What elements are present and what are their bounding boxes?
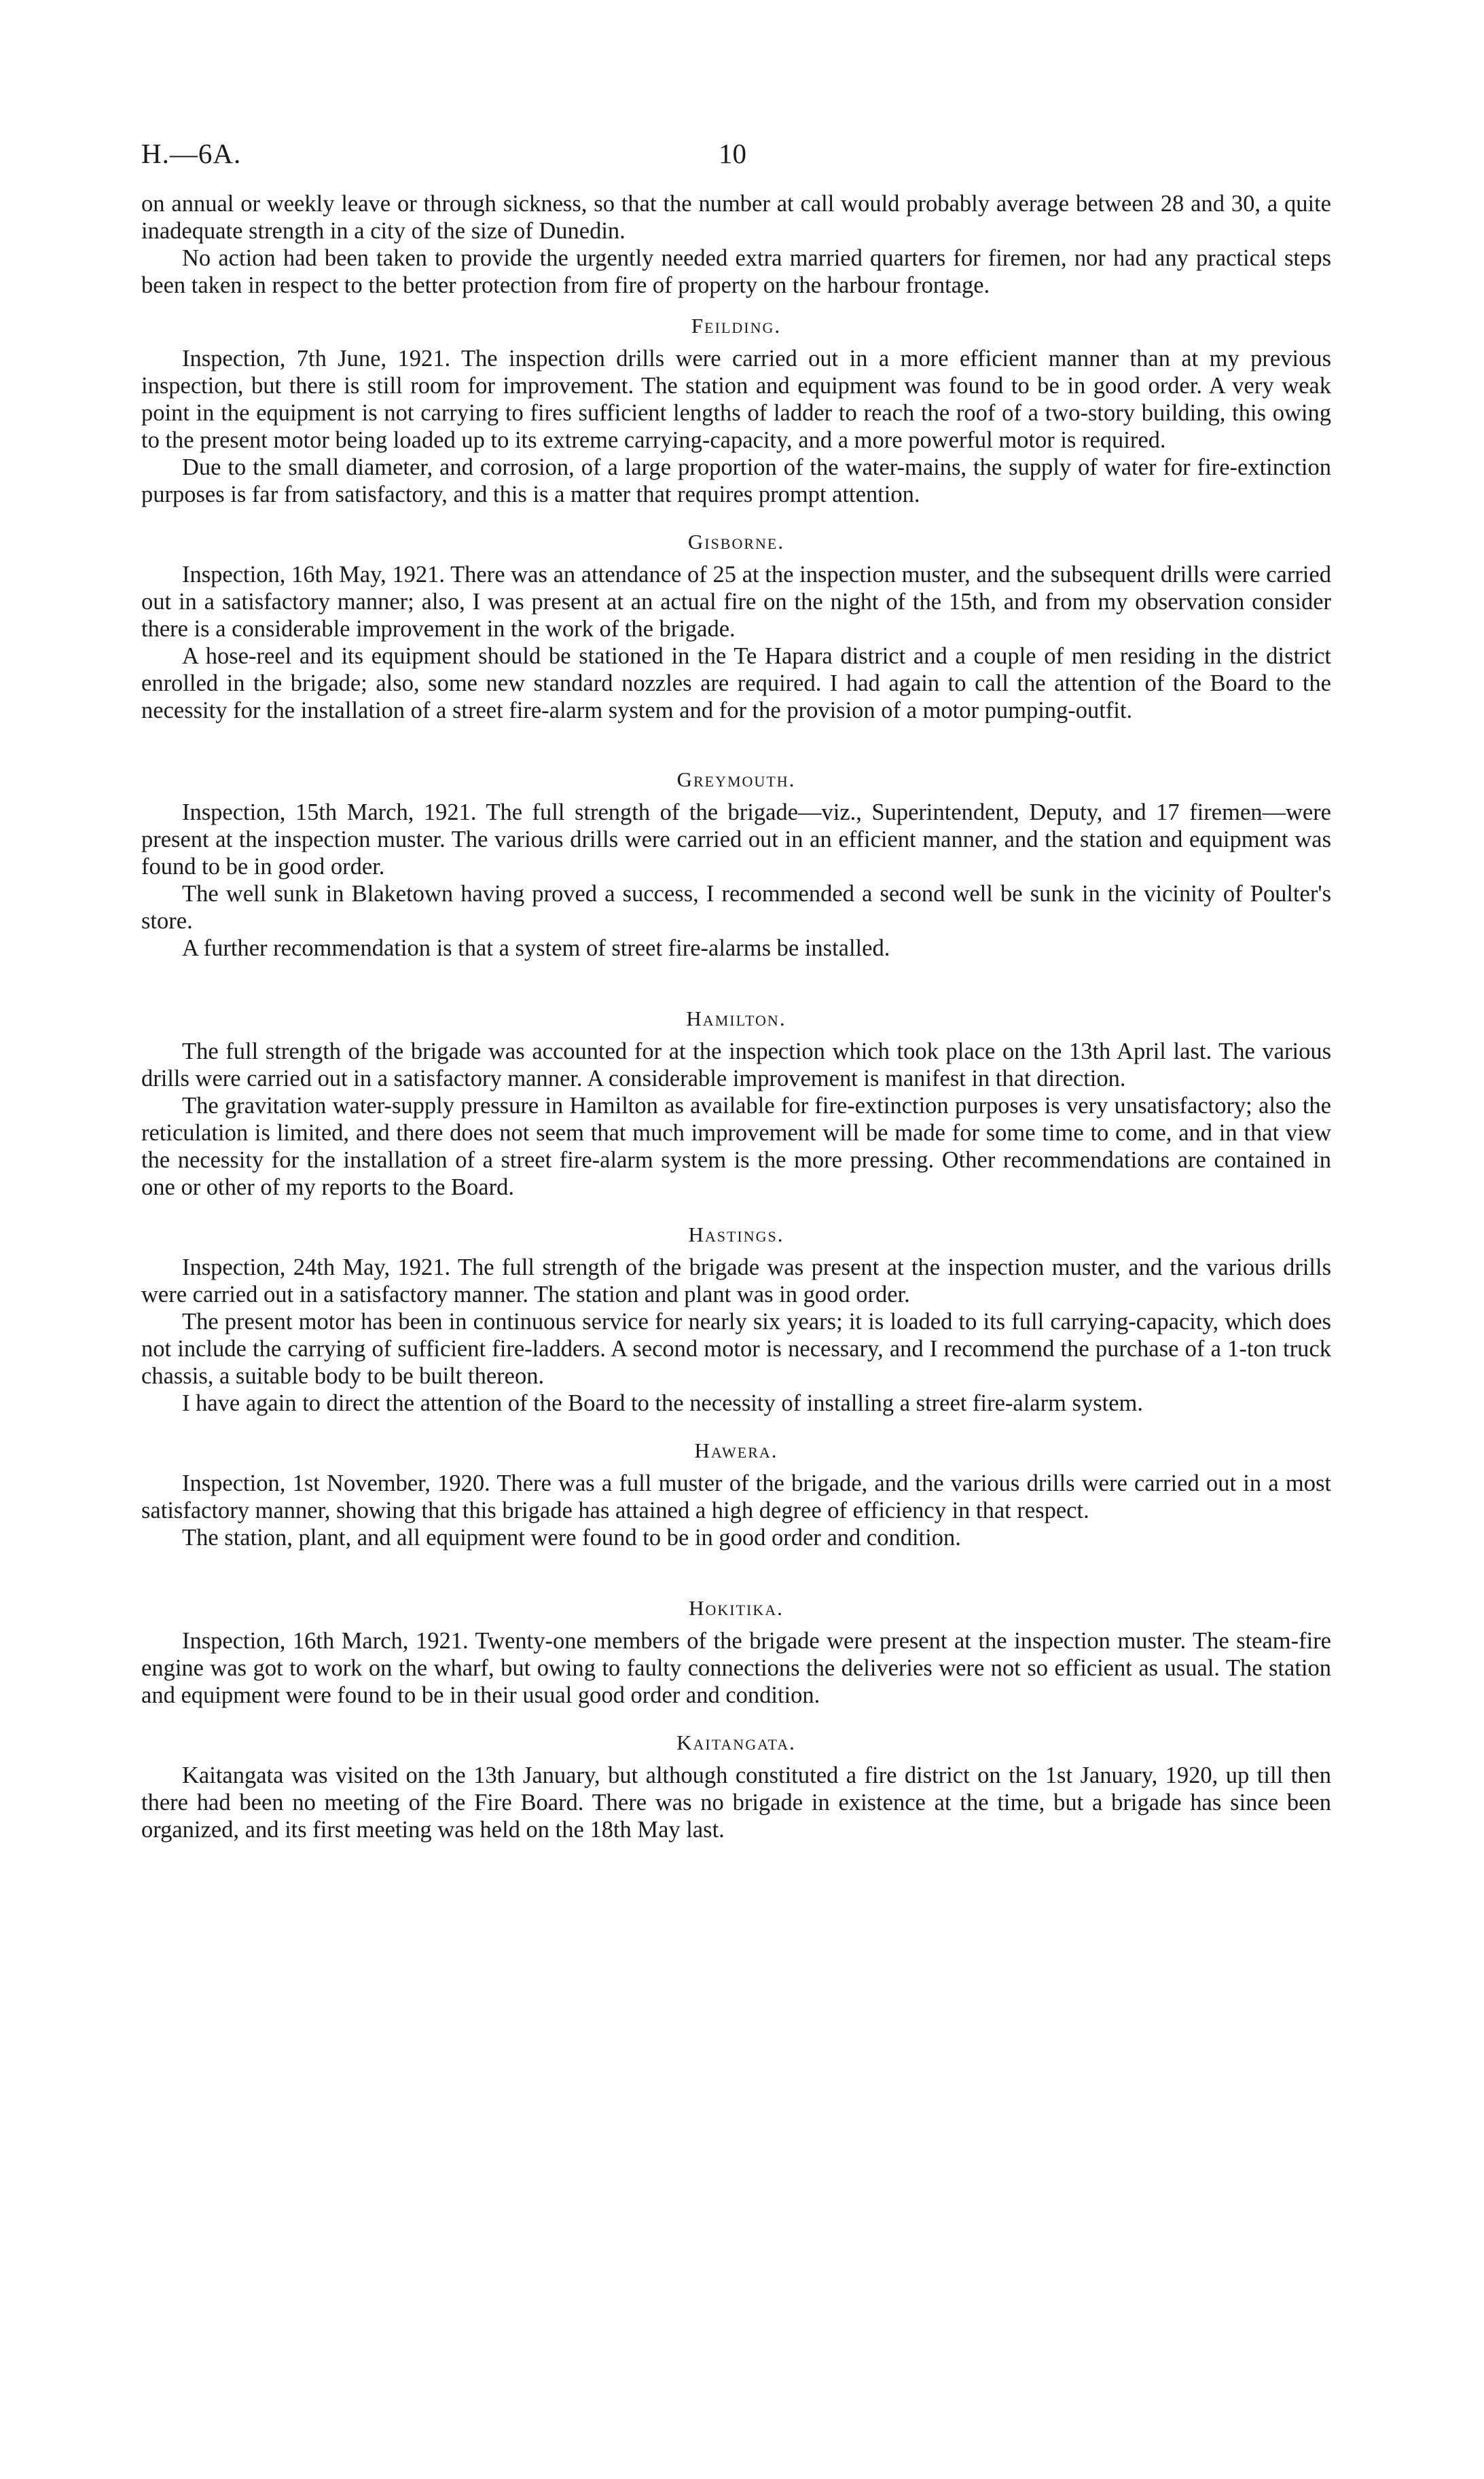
section-heading: Feilding. <box>691 314 782 338</box>
paragraph: Inspection, 15th March, 1921. The full strength of the brigade—viz., Superintendent, Deputy, and 17 firemen—were present at the inspection muster. The various drills were carried out in an efficient manner, and the station and equipment was found to be in good order. <box>141 799 1331 880</box>
paragraph: The full strength of the brigade was accounted for at the inspection which took place on the 13th April last. The various drills were carried out in a satisfactory manner. A considerable improvement is manifest in that direction. <box>141 1038 1331 1091</box>
paragraph: The well sunk in Blaketown having proved a success, I recommended a second well be sunk in the vicinity of Poulter's store. <box>141 881 1331 934</box>
paragraph: A hose-reel and its equipment should be stationed in the Te Hapara district and a couple of men residing in the district enrolled in the brigade; also, some new standard nozzles are required. I had again to call the attention of the Board to the necessity for the installation of a street fire-alarm system and for the provision of a motor pumping-outfit. <box>141 643 1331 723</box>
paragraph: on annual or weekly leave or through sickness, so that the number at call would probably average between 28 and 30, a quite inadequate strength in a city of the size of Dunedin. <box>141 191 1331 244</box>
section-heading: Gisborne. <box>687 530 785 554</box>
section-heading: Hamilton. <box>686 1007 786 1030</box>
paragraph: Inspection, 1st November, 1920. There was a full muster of the brigade, and the various drills were carried out in a most satisfactory manner, showing that this brigade has attained a high degree of efficiency in that respect. <box>141 1470 1331 1523</box>
section-heading: Kaitangata. <box>676 1731 796 1754</box>
page-number: 10 <box>719 138 746 169</box>
paragraph: A further recommendation is that a system of street fire-alarms be installed. <box>182 935 890 961</box>
paragraph: The gravitation water-supply pressure in Hamilton as available for fire-extinction purposes is very unsatisfactory; also the reticulation is limited, and there does not seem that much improvement will be made for some time to come, and in that view the necessity for the installation of a street fire-alarm system is the more pressing. Other recommendations are contained in one or other of my reports to the Board. <box>141 1093 1331 1200</box>
section-hamilton <box>141 1005 1331 1201</box>
section-hokitika <box>141 1595 1331 1709</box>
section-heading: Greymouth. <box>676 767 796 791</box>
paragraph: Inspection, 7th June, 1921. The inspection drills were carried out in a more efficient manner than at my previous inspection, but there is still room for improvement. The station and equipment was found to be in good order. A very weak point in the equipment is not carrying to fires sufficient lengths of ladder to reach the roof of a two-story building, this owing to the present motor being loaded up to its extreme carrying-capacity, and a more powerful motor is required. <box>141 346 1331 453</box>
paragraph: Kaitangata was visited on the 13th January, but although constituted a fire district on the 1st January, 1920, up till then there had been no meeting of the Fire Board. There was no brigade in existence at the time, but a brigade has since been organized, and its first meeting was held on the 18th May last. <box>141 1762 1331 1843</box>
paragraph: I have again to direct the attention of the Board to the necessity of installing a street fire-alarm system. <box>182 1390 1143 1416</box>
document-reference: H.—6A. <box>141 138 242 169</box>
intro-continuation <box>141 190 1331 299</box>
section-hawera <box>141 1437 1331 1551</box>
section-hastings <box>141 1221 1331 1417</box>
section-kaitangata <box>141 1729 1331 1843</box>
section-feilding <box>141 312 1331 508</box>
paragraph: Inspection, 16th May, 1921. There was an attendance of 25 at the inspection muster, and the subsequent drills were carried out in a satisfactory manner; also, I was present at an actual fire on the night of the 15th, and from my observation consider there is a considerable improvement in the work of the brigade. <box>141 562 1331 642</box>
section-heading: Hastings. <box>688 1223 784 1246</box>
section-gisborne <box>141 528 1331 724</box>
paragraph: No action had been taken to provide the urgently needed extra married quarters for firemen, nor had any practical steps been taken in respect to the better protection from fire of property on the harbour frontage. <box>141 245 1331 298</box>
section-heading: Hokitika. <box>689 1596 784 1620</box>
document-page <box>141 129 1331 1843</box>
section-greymouth <box>141 766 1331 962</box>
section-heading: Hawera. <box>694 1438 778 1462</box>
paragraph: The station, plant, and all equipment were found to be in good order and condition. <box>182 1525 961 1551</box>
paragraph: The present motor has been in continuous service for nearly six years; it is loaded to its full carrying-capacity, which does not include the carrying of sufficient fire-ladders. A second motor is necessary, and I recommend the purchase of a 1-ton truck chassis, a suitable body to be built thereon. <box>141 1309 1331 1389</box>
paragraph: Due to the small diameter, and corrosion, of a large proportion of the water-mains, the supply of water for fire-extinction purposes is far from satisfactory, and this is a matter that requires prompt attention. <box>141 454 1331 507</box>
paragraph: Inspection, 24th May, 1921. The full strength of the brigade was present at the inspection muster, and the various drills were carried out in a satisfactory manner. The station and plant was in good order. <box>141 1254 1331 1307</box>
page-header <box>141 129 1331 190</box>
paragraph: Inspection, 16th March, 1921. Twenty-one members of the brigade were present at the inspection muster. The steam-fire engine was got to work on the wharf, but owing to faulty connections the deliveries were not so efficient as usual. The station and equipment were found to be in their usual good order and condition. <box>141 1628 1331 1708</box>
